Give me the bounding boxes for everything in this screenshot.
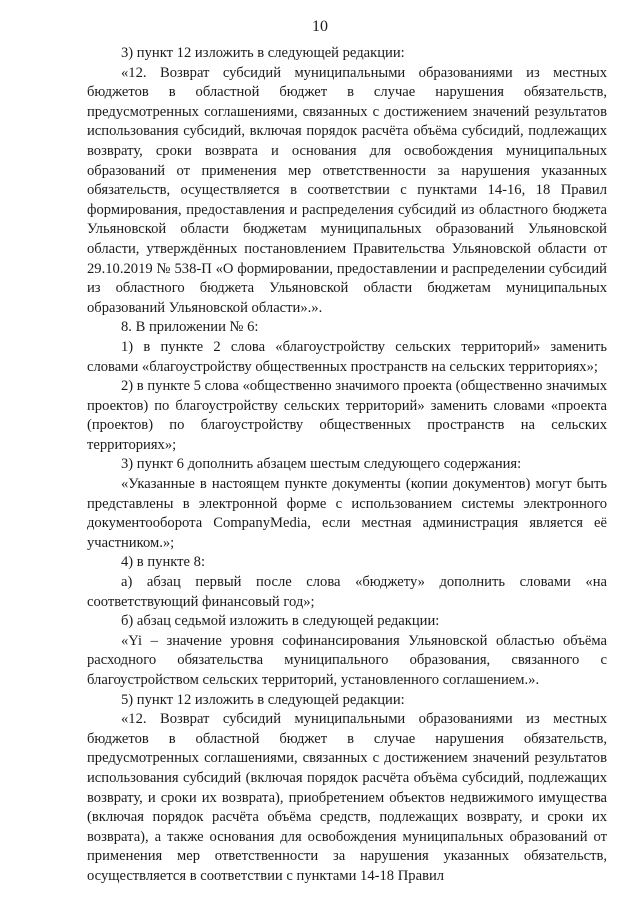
paragraph: б) абзац седьмой изложить в следующей редакции: [121,613,440,630]
paragraph: 4) в пункте 8: [121,554,206,571]
document-body [87,44,607,887]
paragraph: 1) в пункте 2 слова «благоустройству сельских территорий» заменить словами «благоустройству общественных пространств на сельских территориях»; [87,338,607,375]
paragraph: 2) в пункте 5 слова «общественно значимого проекта (общественно значимых проектов) по благоустройству сельских территорий» заменить словами «проекта (проектов) по благоустройству общественных пространств на сельских территориях»; [87,378,607,453]
paragraph: 8. В приложении № 6: [121,319,259,336]
paragraph: 3) пункт 6 дополнить абзацем шестым следующего содержания: [121,456,522,473]
page-number: 10 [312,18,328,35]
paragraph: 5) пункт 12 изложить в следующей редакции: [121,691,405,708]
paragraph: а) абзац первый после слова «бюджету» дополнить словами «на соответствующий финансовый год»; [87,574,607,610]
paragraph: «Указанные в настоящем пункте документы (копии документов) могут быть представлены в электронной форме с использованием системы электронного документооборота CompanyMedia, если местная администрация является её участником.»; [87,476,607,551]
paragraph: «12. Возврат субсидий муниципальными образованиями из местных бюджетов в областной бюджет в случае нарушения обязательств, предусмотренных соглашениями, связанных с достижением значений результатов использования субсидий, включая порядок расчёта объёма субсидий, подлежащих возврату, сроки возврата и основания для освобождения муниципальных образований от применения мер ответственности за нарушения указанных обязательств, осуществляется в соответствии с пунктами 14-16, 18 Правил формирования, предоставления и распределения субсидий из областного бюджета Ульяновской области бюджетам муниципальных образований Ульяновской области, утверждённых постановлением Правительства Ульяновской области от 29.10.2019 № 538-П «О формировании, предоставлении и распределении субсидий из областного бюджета Ульяновской области бюджетам муниципальных образований Ульяновской области».». [87,64,607,316]
paragraph: «12. Возврат субсидий муниципальными образованиями из местных бюджетов в областной бюджет в случае нарушения обязательств, предусмотренных соглашениями, связанных с достижением значений результатов использования субсидий (включая порядок расчёта объёма субсидий, подлежащих возврату, и сроки их возврата), приобретением объектов недвижимого имущества (включая порядок расчёта объёма средств, подлежащих возврату, и сроки их возврата), а также основания для освобождения муниципальных образований от применения мер ответственности за нарушения указанных обязательств, осуществляется в соответствии с пунктами 14-18 Правил [87,711,607,884]
paragraph: 3) пункт 12 изложить в следующей редакции: [121,45,405,61]
paragraph: «Yi – значение уровня софинансирования Ульяновской областью объёма расходного обязательства муниципального образования, связанного с благоустройством сельских территорий, установленного соглашением.». [87,632,607,688]
